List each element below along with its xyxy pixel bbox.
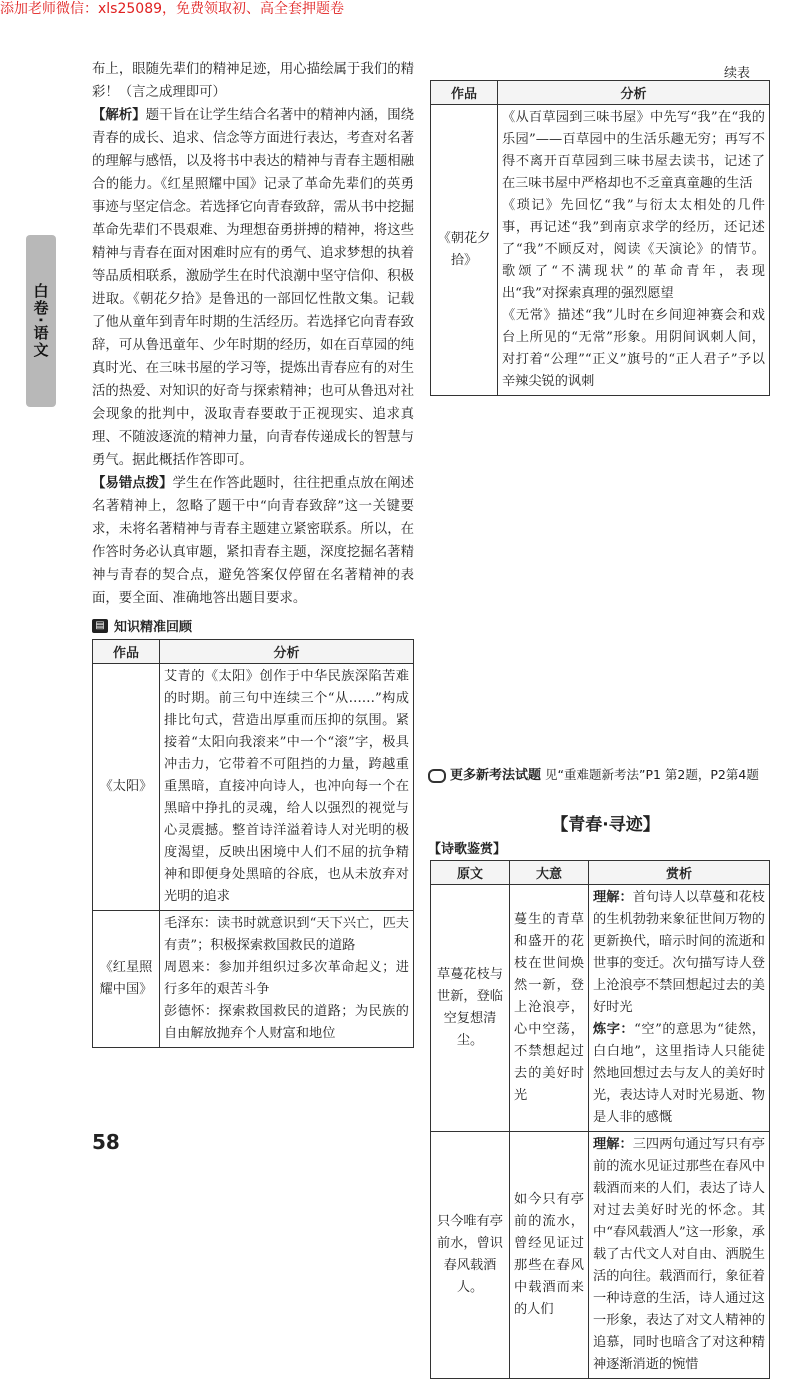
- section-title: 【青春·寻迹】: [551, 815, 660, 835]
- continued-table-header: [431, 81, 770, 105]
- appreciation-label: 理解：: [593, 1137, 633, 1152]
- more-tests-label: 更多新考法试题: [450, 768, 542, 783]
- poem-table-header: [431, 861, 770, 885]
- appreciation-cell: [589, 1132, 770, 1379]
- col-header-work: 作品: [93, 640, 160, 664]
- table-row: [93, 911, 414, 1048]
- left-column: [92, 58, 414, 1048]
- analysis-paragraph: [92, 104, 414, 472]
- page-number: 58: [92, 1130, 120, 1154]
- continued-table: [430, 80, 770, 396]
- more-tests-line: [428, 765, 783, 785]
- col-header-analysis: 分析: [160, 640, 414, 664]
- side-tab: 白卷·语文: [26, 235, 56, 407]
- original-cell: 只今唯有亭前水，曾识春风载酒人。: [431, 1132, 510, 1379]
- intro-paragraph: 布上，眼随先辈们的精神足迹，用心描绘属于我们的精彩！（言之成理即可）: [92, 62, 414, 100]
- error-text: 学生在作答此题时，往往把重点放在阐述名著精神上，忽略了题干中“向青春致辞”这一关键要求，未将名著精神与青春主题建立紧密联系。所以，在作答时务必认真审题，紧扣青春主题，深度挖掘名著精神与青春的契合点，避免答案仅停留在名著精神的表面，要全面、准确地答出题目要求。: [92, 476, 415, 606]
- poem-table: [430, 860, 770, 1379]
- original-cell: 草蔓花枝与世新，登临空复想清尘。: [431, 885, 510, 1132]
- col-header-appreciation: 赏析: [589, 861, 770, 885]
- analysis-cell: 《从百草园到三味书屋》中先写“我”在“我的乐园”——百草园中的生活乐趣无穷；再写不得不离开百草园到三味书屋去读书，记述了在三味书屋中严格却也不乏童真童趣的生活 《琐记》先回忆“我”与衍太太相处的几件事，再记述“我”到南京求学的经历，还记述了“我”不顾反对，阅读《天演论》的情节。歌颂了“不满现状”的革命青年，表现出“我”对探索真理的强烈愿望 《无常》描述“我”儿时在乡间迎神赛会和戏台上所见的“无常”形象。用阴间讽刺人间，对打着“公理”“正义”旗号的“正人君子”予以辛辣尖锐的讽刺: [498, 105, 770, 396]
- work-cell: 《太阳》: [93, 664, 160, 911]
- col-header-work: 作品: [431, 81, 498, 105]
- more-tests-text: 见“重难题新考法”P1 第2题，P2第4题: [545, 767, 759, 782]
- appreciation-label: 理解：: [593, 890, 633, 905]
- review-section-head: [92, 616, 414, 635]
- appreciation-text: 首句诗人以草蔓和花枝的生机勃勃来象征世间万物的更新换代，暗示时间的流逝和世事的变迁。次句描写诗人登上沧浪亭不禁回想起过去的美好时光: [593, 890, 765, 1015]
- review-table-header: [93, 640, 414, 664]
- continue-label: 续表: [723, 66, 750, 81]
- review-title: 知识精准回顾: [114, 620, 193, 635]
- table-row: [431, 885, 770, 1132]
- book-icon: ▤: [92, 619, 108, 633]
- col-header-meaning: 大意: [510, 861, 589, 885]
- meaning-cell: 如今只有亭前的流水，曾经见证过那些在春风中载酒而来的人们: [510, 1132, 589, 1379]
- work-cell: 《朝花夕拾》: [431, 105, 498, 396]
- work-cell: 《红星照耀中国》: [93, 911, 160, 1048]
- poem-tag: 【诗歌鉴赏】: [428, 842, 507, 857]
- appreciation-label: 炼字：: [593, 1022, 635, 1037]
- review-table: [92, 639, 414, 1048]
- col-header-analysis: 分析: [498, 81, 770, 105]
- table-row: [431, 1132, 770, 1379]
- col-header-original: 原文: [431, 861, 510, 885]
- watermark-text: 添加老师微信：xls25089，免费领取初、高全套押题卷: [0, 1, 345, 17]
- table-row: [93, 664, 414, 911]
- analysis-cell: 毛泽东：读书时就意识到“天下兴亡，匹夫有责”；积极探索救国救民的道路 周恩来：参加并组织过多次革命起义；进行多年的艰苦斗争 彭德怀：探索救国救民的道路；为民族的自由解放抛弃个人财富和地位: [160, 911, 414, 1048]
- analysis-tag: 【解析】: [92, 107, 146, 123]
- analysis-text: 题干旨在让学生结合名著中的精神内涵，围绕青春的成长、追求、信念等方面进行表达，考查对名著的理解与感悟，以及将书中表达的精神与青春主题相融合的能力。《红星照耀中国》记录了革命先辈们的英勇事迹与坚定信念。若选择它向青春致辞，需从书中挖掘革命先辈们不畏艰难、为理想奋勇拼搏的精神，将这些精神与青春在面对困难时应有的勇气、追求梦想的执着等品质相联系，激励学生在时代浪潮中坚守信仰、积极进取。《朝花夕拾》是鲁迅的一部回忆性散文集。记载了他从童年到青年时期的生活经历。若选择它向青春致辞，可从鲁迅童年、少年时期的经历，如在百草园的纯真时光、在三味书屋的学习等，提炼出青春应有的对生活的热爱、对知识的好奇与探索精神；也可从鲁迅对社会现象的批判中，汲取青春要敢于正视现实、追求真理、不随波逐流的精神力量，向青春传递成长的智慧与勇气。据此概括作答即可。: [92, 108, 414, 468]
- error-paragraph: [92, 472, 414, 610]
- analysis-cell: 艾青的《太阳》创作于中华民族深陷苦难的时期。前三句中连续三个“从……”构成排比句式，营造出厚重而压抑的氛围。紧接着“太阳向我滚来”中一个“滚”字，极具冲击力，它带着不可阻挡的力量，跨越重重黑暗，直接冲向诗人，也冲向每一个在黑暗中挣扎的灵魂，给人以强烈的视觉与心灵震撼。整首诗洋溢着诗人对光明的极度渴望，反映出困境中人们不屈的抗争精神和即便身处黑暗的谷底，也从未放弃对光明的追求: [160, 664, 414, 911]
- appreciation-text: 三四两句通过写只有亭前的流水见证过那些在春风中载酒而来的人们，表达了诗人对过去美好时光的怀念。其中“春风载酒人”这一形象，承载了古代文人对自由、洒脱生活的向往。载酒而行，象征着一种诗意的生活，诗人通过这一形象，表达了对文人精神的追慕，同时也暗含了对这种精神逐渐消逝的惋惜: [593, 1137, 765, 1372]
- table-row: [431, 105, 770, 396]
- appreciation-cell: [589, 885, 770, 1132]
- meaning-cell: 蔓生的青草和盛开的花枝在世间焕然一新，登上沧浪亭，心中空荡，不禁想起过去的美好时光: [510, 885, 589, 1132]
- link-icon: [428, 769, 446, 783]
- error-tag: 【易错点拨】: [92, 475, 173, 491]
- appreciation-text: “空”的意思为“徒然，白白地”，这里指诗人只能徒然地回想过去与友人的美好时光，表达诗人对时光易逝、物是人非的感慨: [593, 1022, 765, 1125]
